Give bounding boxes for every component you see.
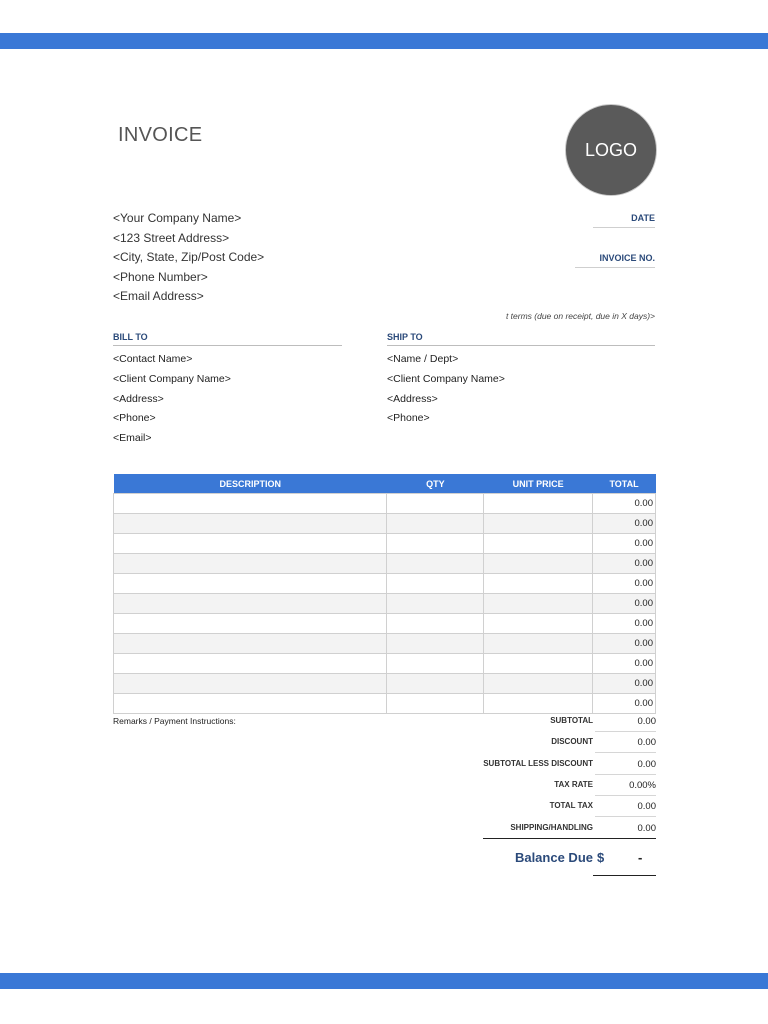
date-label: DATE (593, 213, 655, 228)
invoice-number-label: INVOICE NO. (575, 253, 655, 268)
description-cell[interactable] (114, 674, 387, 694)
unit-price-cell[interactable] (484, 694, 593, 714)
description-cell[interactable] (114, 594, 387, 614)
ship-name-dept: <Name / Dept> (387, 353, 459, 365)
table-row (114, 554, 656, 574)
logo-placeholder (565, 104, 657, 196)
unit-price-cell[interactable] (484, 634, 593, 654)
subtotal-less-discount-label: SUBTOTAL LESS DISCOUNT (483, 759, 593, 768)
total-tax-row (440, 797, 656, 818)
discount-value[interactable]: 0.00 (595, 733, 656, 753)
total-cell: 0.00 (593, 694, 656, 714)
subtotal-row (440, 712, 656, 733)
description-cell[interactable] (114, 534, 387, 554)
table-row (114, 634, 656, 654)
bottom-accent-band (0, 973, 768, 989)
description-cell[interactable] (114, 574, 387, 594)
unit-price-cell[interactable] (484, 614, 593, 634)
shipping-label: SHIPPING/HANDLING (510, 823, 593, 832)
bill-to-heading: BILL TO (113, 332, 342, 346)
qty-cell[interactable] (387, 494, 484, 514)
header-description: DESCRIPTION (114, 474, 387, 494)
company-name: <Your Company Name> (113, 211, 242, 225)
qty-cell[interactable] (387, 694, 484, 714)
bill-phone: <Phone> (113, 412, 156, 425)
unit-price-cell[interactable] (484, 534, 593, 554)
ship-company-name: <Client Company Name> (387, 372, 505, 385)
total-cell: 0.00 (593, 534, 656, 554)
table-row (114, 614, 656, 634)
qty-cell[interactable] (387, 614, 484, 634)
description-cell[interactable] (114, 614, 387, 634)
bill-to-block (113, 352, 231, 451)
table-row (114, 654, 656, 674)
description-cell[interactable] (114, 654, 387, 674)
total-cell: 0.00 (593, 614, 656, 634)
top-accent-band (0, 33, 768, 49)
table-row (114, 494, 656, 514)
table-row (114, 694, 656, 714)
subtotal-less-discount-row (440, 755, 656, 776)
table-row (114, 594, 656, 614)
qty-cell[interactable] (387, 594, 484, 614)
unit-price-cell[interactable] (484, 574, 593, 594)
total-cell: 0.00 (593, 634, 656, 654)
balance-due-label: Balance Due (514, 850, 593, 865)
invoice-title: INVOICE (118, 124, 203, 146)
table-row (114, 534, 656, 554)
tax-rate-row (440, 776, 656, 797)
qty-cell[interactable] (387, 554, 484, 574)
discount-row (440, 733, 656, 754)
qty-cell[interactable] (387, 534, 484, 554)
company-email: <Email Address> (113, 289, 204, 304)
unit-price-cell[interactable] (484, 494, 593, 514)
total-cell: 0.00 (593, 674, 656, 694)
header-unit-price: UNIT PRICE (484, 474, 593, 494)
unit-price-cell[interactable] (484, 554, 593, 574)
discount-label: DISCOUNT (551, 737, 593, 746)
qty-cell[interactable] (387, 634, 484, 654)
remarks-label: Remarks / Payment Instructions: (113, 716, 236, 726)
bill-contact-name: <Contact Name> (113, 353, 193, 365)
total-cell: 0.00 (593, 494, 656, 514)
company-phone: <Phone Number> (113, 269, 208, 284)
qty-cell[interactable] (387, 514, 484, 534)
qty-cell[interactable] (387, 574, 484, 594)
total-tax-label: TOTAL TAX (549, 801, 593, 810)
header-total: TOTAL (593, 474, 656, 494)
unit-price-cell[interactable] (484, 674, 593, 694)
subtotal-value: 0.00 (595, 712, 656, 732)
total-cell: 0.00 (593, 594, 656, 614)
subtotal-label: SUBTOTAL (550, 716, 593, 725)
payment-terms: t terms (due on receipt, due in X days)> (505, 311, 655, 321)
shipping-row (440, 819, 656, 840)
ship-phone: <Phone> (387, 412, 430, 425)
total-cell: 0.00 (593, 574, 656, 594)
balance-underline (593, 875, 656, 876)
tax-rate-value[interactable]: 0.00% (595, 776, 656, 796)
total-cell: 0.00 (593, 654, 656, 674)
company-block (113, 211, 264, 309)
total-tax-value: 0.00 (595, 797, 656, 817)
company-city: <City, State, Zip/Post Code> (113, 250, 265, 265)
shipping-value[interactable]: 0.00 (595, 819, 656, 839)
description-cell[interactable] (114, 554, 387, 574)
bill-company-name: <Client Company Name> (113, 372, 231, 385)
unit-price-cell[interactable] (484, 514, 593, 534)
qty-cell[interactable] (387, 674, 484, 694)
total-cell: 0.00 (593, 514, 656, 534)
description-cell[interactable] (114, 514, 387, 534)
logo-text: LOGO (584, 139, 637, 160)
qty-cell[interactable] (387, 654, 484, 674)
line-items-table (113, 474, 656, 714)
bill-email: <Email> (113, 432, 152, 445)
tax-rate-label: TAX RATE (554, 780, 593, 789)
unit-price-cell[interactable] (484, 594, 593, 614)
description-cell[interactable] (114, 694, 387, 714)
ship-to-heading: SHIP TO (387, 332, 655, 346)
table-row (114, 674, 656, 694)
table-row (114, 574, 656, 594)
table-header-row (114, 474, 656, 494)
description-cell[interactable] (114, 494, 387, 514)
balance-currency: $ (597, 850, 605, 865)
company-street: <123 Street Address> (113, 230, 230, 245)
bill-address: <Address> (113, 392, 164, 405)
unit-price-cell[interactable] (484, 654, 593, 674)
subtotal-less-discount-value: 0.00 (595, 755, 656, 775)
balance-due-value: - (638, 850, 643, 865)
ship-to-block (387, 352, 505, 431)
description-cell[interactable] (114, 634, 387, 654)
summary-divider (483, 838, 656, 839)
table-row (114, 514, 656, 534)
header-qty: QTY (387, 474, 484, 494)
total-cell: 0.00 (593, 554, 656, 574)
ship-address: <Address> (387, 392, 438, 405)
